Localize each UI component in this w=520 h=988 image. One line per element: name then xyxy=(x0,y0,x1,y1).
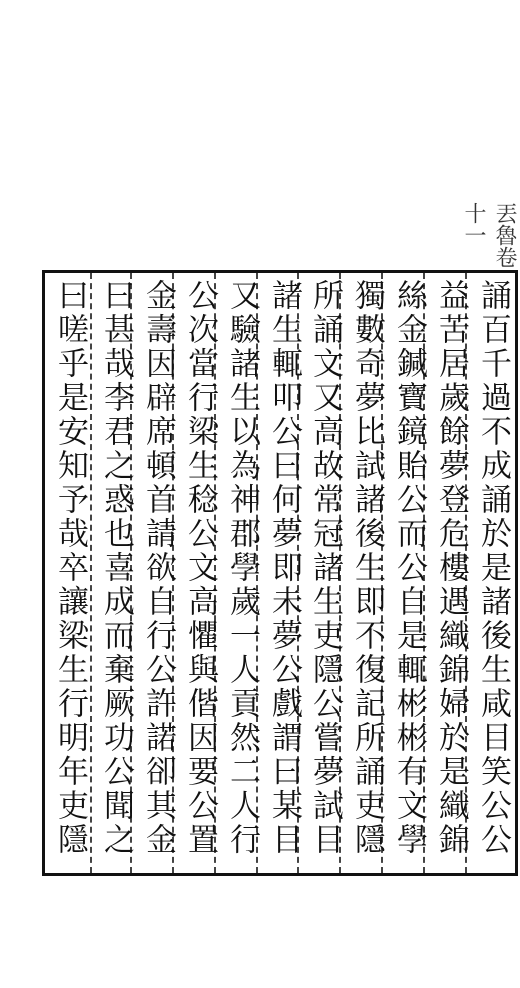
column-rule xyxy=(90,273,92,873)
text-column-2: 益苦居歲餘夢登危樓遇織錦婦於是織錦 xyxy=(433,279,469,857)
text-column-4: 獨數奇夢比試諸後生即不復記所誦吏隱 xyxy=(349,279,385,857)
text-column-3: 絲金鍼寶鏡貽公而公自是輒彬彬有文學 xyxy=(391,279,427,857)
text-page xyxy=(42,270,518,876)
text-column-8: 公次當行梁生稔公文高懼與偕因要公置 xyxy=(182,279,218,857)
text-column-11: 曰嗟乎是安知予哉卒讓梁生行明年吏隱 xyxy=(52,279,88,857)
right-border xyxy=(515,273,518,873)
text-column-6: 諸生輒叩公曰何夢即未夢公戲謂曰某目 xyxy=(266,279,302,857)
text-column-7: 又驗諸生以為神郡學歲一人貢然二人行 xyxy=(224,279,260,857)
margin-label: 丟魯卷十一 xyxy=(461,202,517,268)
text-column-9: 金壽因辟席頓首請欲自行公許諾卻其金 xyxy=(140,279,176,857)
text-column-1: 誦百千過不成誦於是諸後生咸目笑公公 xyxy=(475,279,511,857)
text-column-10: 曰甚哉李君之惑也喜成而棄厥功公聞之 xyxy=(98,279,134,857)
margin-label-area xyxy=(42,190,518,270)
text-column-5: 所誦文又高故常冠諸生吏隱公嘗夢試目 xyxy=(307,279,343,857)
